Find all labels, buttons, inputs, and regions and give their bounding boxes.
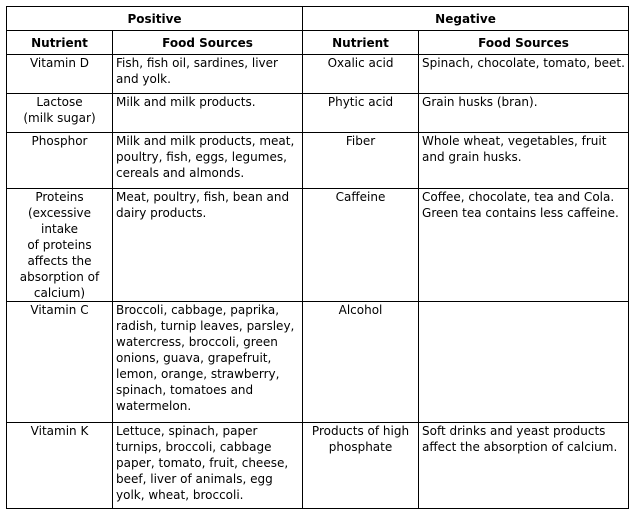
negative-nutrient-cell: Fiber xyxy=(303,133,419,189)
negative-sources-cell: Coffee, chocolate, tea and Cola. Green tea contains less caffeine. xyxy=(419,189,629,302)
positive-nutrient-cell: Phosphor xyxy=(7,133,113,189)
negative-nutrient-cell: Products of high phosphate xyxy=(303,423,419,509)
positive-sources-cell: Broccoli, cabbage, paprika, radish, turnip leaves, parsley, watercress, broccoli, green onions, guava, grapefruit, lemon, orange, strawberry, spinach, tomatoes and watermelon. xyxy=(113,302,303,423)
table-row xyxy=(7,423,629,509)
table-row xyxy=(7,55,629,94)
column-header-row xyxy=(7,31,629,55)
negative-sources-cell: Grain husks (bran). xyxy=(419,94,629,133)
table-row xyxy=(7,94,629,133)
positive-nutrient-cell: Vitamin K xyxy=(7,423,113,509)
negative-nutrient-cell: Oxalic acid xyxy=(303,55,419,94)
table-row xyxy=(7,189,629,302)
positive-nutrient-cell: Proteins (excessive intake of proteins affects the absorption of calcium) xyxy=(7,189,113,302)
positive-sources-cell: Fish, fish oil, sardines, liver and yolk. xyxy=(113,55,303,94)
positive-sources-cell: Milk and milk products, meat, poultry, fish, eggs, legumes, cereals and almonds. xyxy=(113,133,303,189)
positive-nutrient-cell: Vitamin D xyxy=(7,55,113,94)
group-negative: Negative xyxy=(303,7,629,31)
negative-nutrient-cell: Phytic acid xyxy=(303,94,419,133)
negative-sources-cell: Spinach, chocolate, tomato, beet. xyxy=(419,55,629,94)
negative-nutrient-cell: Alcohol xyxy=(303,302,419,423)
col-negative-food-sources: Food Sources xyxy=(419,31,629,55)
negative-sources-cell: Whole wheat, vegetables, fruit and grain husks. xyxy=(419,133,629,189)
calcium-nutrients-table xyxy=(6,6,629,509)
positive-sources-cell: Meat, poultry, fish, bean and dairy products. xyxy=(113,189,303,302)
positive-sources-cell: Milk and milk products. xyxy=(113,94,303,133)
positive-nutrient-cell: Vitamin C xyxy=(7,302,113,423)
group-positive: Positive xyxy=(7,7,303,31)
table-row xyxy=(7,133,629,189)
col-negative-nutrient: Nutrient xyxy=(303,31,419,55)
col-positive-nutrient: Nutrient xyxy=(7,31,113,55)
negative-sources-cell: Soft drinks and yeast products affect the absorption of calcium. xyxy=(419,423,629,509)
positive-nutrient-cell: Lactose (milk sugar) xyxy=(7,94,113,133)
table-row xyxy=(7,302,629,423)
positive-sources-cell: Lettuce, spinach, paper turnips, broccoli, cabbage paper, tomato, fruit, cheese, beef, liver of animals, egg yolk, wheat, broccoli. xyxy=(113,423,303,509)
group-header-row xyxy=(7,7,629,31)
negative-sources-cell xyxy=(419,302,629,423)
col-positive-food-sources: Food Sources xyxy=(113,31,303,55)
negative-nutrient-cell: Caffeine xyxy=(303,189,419,302)
